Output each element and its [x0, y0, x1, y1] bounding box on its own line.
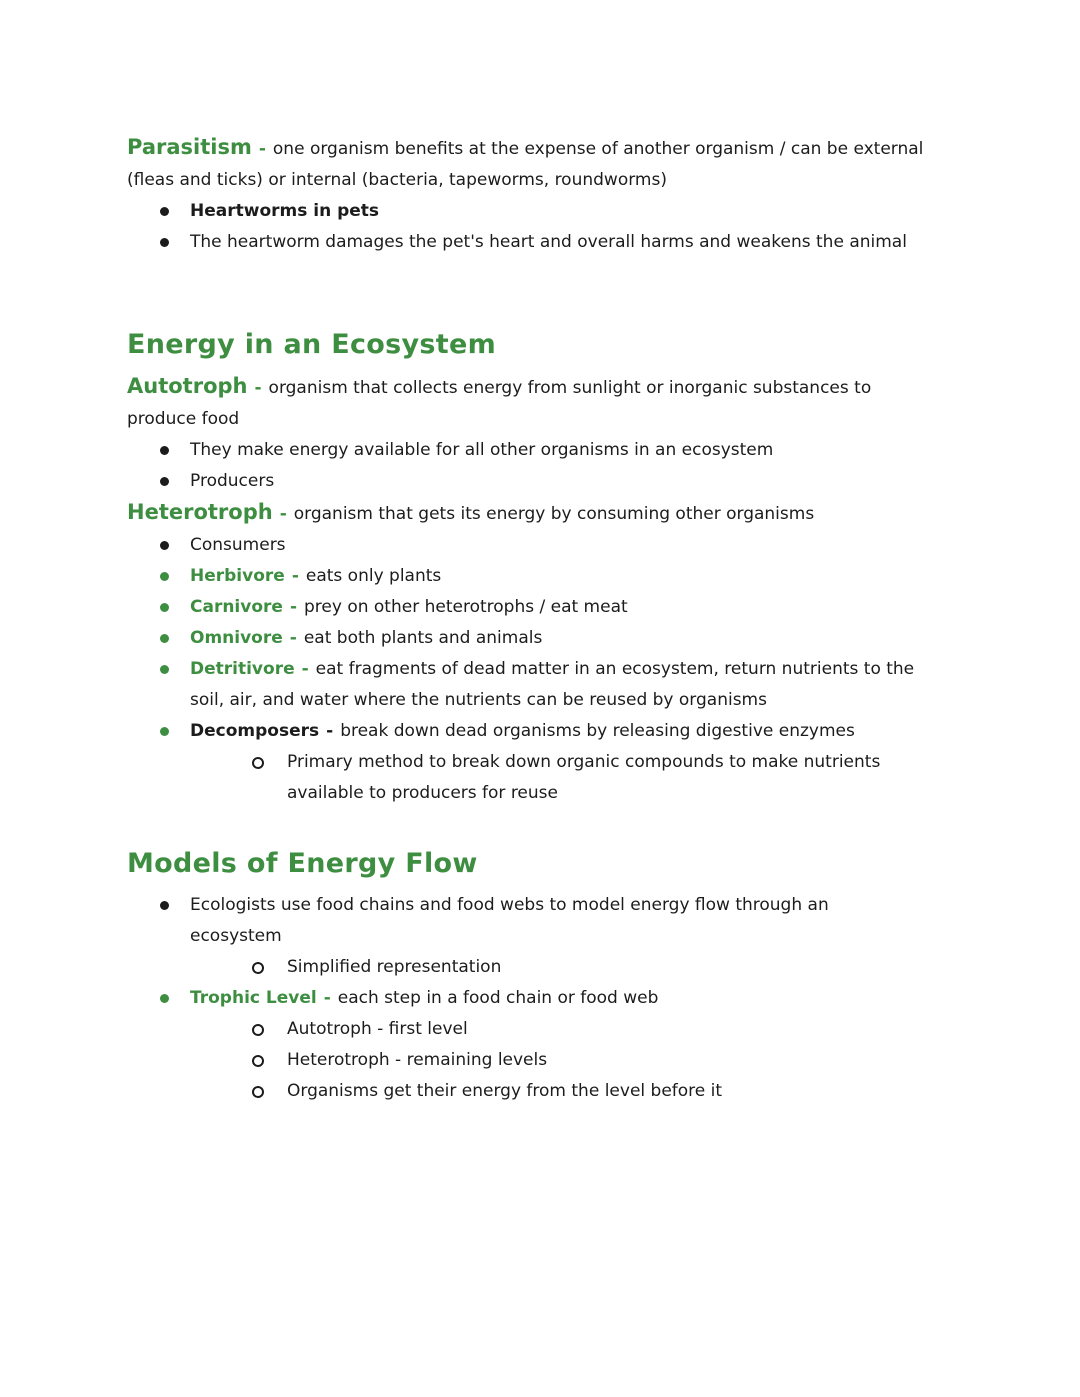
dash: -: [301, 659, 309, 679]
ecologists-text: Ecologists use food chains and food webs to model energy flow through an ecosystem: [190, 895, 829, 946]
decomposers-block: [190, 716, 940, 809]
herbivore-term: Herbivore: [190, 566, 285, 586]
dash: -: [258, 139, 266, 159]
carnivore-term: Carnivore: [190, 597, 283, 617]
list-item-herbivore: [127, 561, 940, 592]
heterotroph-definition: [127, 497, 940, 530]
parasitism-definition-text: one organism benefits at the expense of another organism / can be external (fleas and ticks) or internal (bacteria, tapeworms, roundworms): [127, 139, 924, 190]
decomposers-sub-item: [190, 747, 940, 809]
heterotroph-bullet-list: [127, 530, 940, 561]
list-item-energy-available: [127, 435, 940, 466]
decomposers-definition: break down dead organisms by releasing digestive enzymes: [340, 721, 855, 741]
consumers-text: Consumers: [190, 535, 286, 555]
ecologists-sub-item: [190, 952, 940, 983]
omnivore-definition: eat both plants and animals: [303, 628, 543, 648]
bullet-circle-icon: [252, 962, 264, 974]
list-item-detritivore: [127, 654, 940, 716]
list-item-decomposers: [127, 716, 940, 809]
parasitism-term: Parasitism: [127, 135, 252, 159]
omnivore-term: Omnivore: [190, 628, 283, 648]
parasitism-definition: [127, 132, 940, 196]
energy-available-text: They make energy available for all other organisms in an ecosystem: [190, 440, 774, 460]
section-heading-energy: Energy in an Ecosystem: [127, 329, 497, 360]
list-item-omnivore: [127, 623, 940, 654]
trophic-sub-item: [190, 1014, 940, 1045]
detritivore-definition: eat fragments of dead matter in an ecosystem, return nutrients to the soil, air, and water where the nutrients can be reused by organisms: [190, 659, 915, 710]
primary-method-text: Primary method to break down organic compounds to make nutrients available to producers for reuse: [287, 752, 881, 803]
heterotroph-term: Heterotroph: [127, 500, 273, 524]
bullet-dot-icon: [160, 665, 169, 674]
herbivore-line: [190, 561, 940, 592]
dash: -: [323, 988, 331, 1008]
list-item-heartworm-damage: [127, 227, 940, 258]
list-item-heartworms: [127, 196, 940, 227]
bullet-dot-icon: [160, 238, 169, 247]
list-item-consumers: [127, 530, 940, 561]
producers-text: Producers: [190, 471, 275, 491]
omnivore-line: [190, 623, 940, 654]
list-item-producers: [127, 466, 940, 497]
carnivore-line: [190, 592, 940, 623]
bullet-dot-icon: [160, 446, 169, 455]
heterotroph-types-list: [127, 561, 940, 809]
bullet-circle-icon: [252, 757, 264, 769]
dash: -: [289, 597, 297, 617]
autotroph-term: Autotroph: [127, 374, 248, 398]
decomposers-line: [190, 716, 940, 747]
dash: -: [326, 721, 334, 741]
list-item-ecologists: [127, 890, 940, 983]
simplified-representation-text: Simplified representation: [287, 957, 502, 977]
autotroph-definition: [127, 371, 940, 435]
ecologists-block: [190, 890, 940, 983]
trophic-block: [190, 983, 940, 1107]
trophic-sub-heterotroph: Heterotroph - remaining levels: [287, 1050, 548, 1070]
bullet-dot-icon: [160, 572, 169, 581]
models-bullet-list: [127, 890, 940, 1107]
heterotroph-definition-text: organism that gets its energy by consuming other organisms: [293, 504, 815, 524]
bullet-dot-icon: [160, 634, 169, 643]
list-item-trophic-level: [127, 983, 940, 1107]
parasitism-bullet-list: [127, 196, 940, 258]
bullet-dot-icon: [160, 994, 169, 1003]
bullet-dot-icon: [160, 603, 169, 612]
bullet-circle-icon: [252, 1024, 264, 1036]
bullet-circle-icon: [252, 1055, 264, 1067]
trophic-sub-autotroph: Autotroph - first level: [287, 1019, 468, 1039]
dash: -: [254, 378, 262, 398]
detritivore-term: Detritivore: [190, 659, 295, 679]
carnivore-definition: prey on other heterotrophs / eat meat: [304, 597, 628, 617]
trophic-sub-item: [190, 1045, 940, 1076]
bullet-dot-icon: [160, 477, 169, 486]
dash: -: [279, 504, 287, 524]
heartworm-damage-text: The heartworm damages the pet's heart and overall harms and weakens the animal: [190, 232, 907, 252]
trophic-term: Trophic Level: [190, 988, 317, 1008]
bullet-dot-icon: [160, 901, 169, 910]
bullet-dot-icon: [160, 207, 169, 216]
trophic-sub-organisms: Organisms get their energy from the level before it: [287, 1081, 723, 1101]
detritivore-line: [190, 654, 940, 716]
trophic-sub-item: [190, 1076, 940, 1107]
autotroph-definition-text: organism that collects energy from sunlight or inorganic substances to produce food: [127, 378, 872, 429]
bullet-dot-icon: [160, 541, 169, 550]
bullet-circle-icon: [252, 1086, 264, 1098]
decomposers-term: Decomposers: [190, 721, 320, 741]
autotroph-bullet-list: [127, 435, 940, 497]
section-heading-models: Models of Energy Flow: [127, 848, 478, 879]
trophic-definition: each step in a food chain or food web: [337, 988, 659, 1008]
dash: -: [289, 628, 297, 648]
trophic-line: [190, 983, 940, 1014]
heartworms-text: Heartworms in pets: [190, 201, 380, 221]
dash: -: [291, 566, 299, 586]
ecologists-line: [190, 890, 940, 952]
herbivore-definition: eats only plants: [305, 566, 442, 586]
list-item-carnivore: [127, 592, 940, 623]
bullet-dot-icon: [160, 727, 169, 736]
